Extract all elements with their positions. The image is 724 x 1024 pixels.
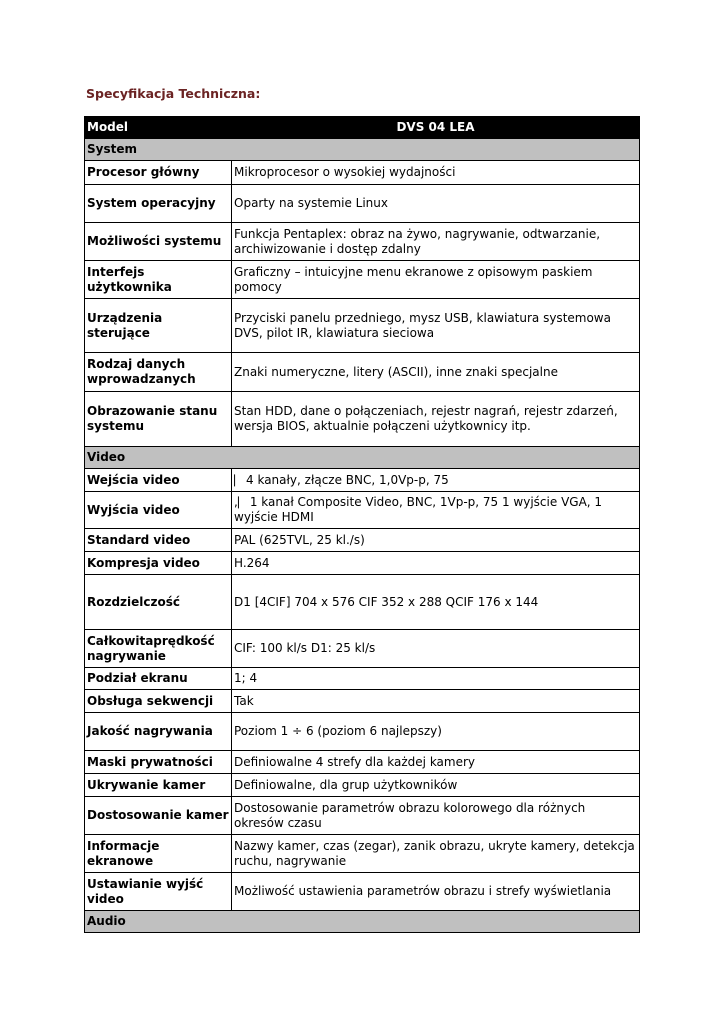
table-row [85, 797, 640, 835]
row-value: Tak [232, 690, 640, 713]
table-row [85, 713, 640, 751]
table-row [85, 161, 640, 185]
row-label: Jakość nagrywania [85, 713, 232, 751]
table-row [85, 873, 640, 911]
row-label: Maski prywatności [85, 751, 232, 774]
row-label: Obrazowanie stanu systemu [85, 392, 232, 447]
row-value: Graficzny – intuicyjne menu ekranowe z opisowym paskiem pomocy [232, 261, 640, 299]
row-value: Nazwy kamer, czas (zegar), zanik obrazu, ukryte kamery, detekcja ruchu, nagrywanie [232, 835, 640, 873]
row-label: System operacyjny [85, 185, 232, 223]
table-row [85, 835, 640, 873]
table-row [85, 353, 640, 392]
section-title: Video [85, 447, 640, 469]
row-value: Poziom 1 ÷ 6 (poziom 6 najlepszy) [232, 713, 640, 751]
row-label: Ustawianie wyjść video [85, 873, 232, 911]
row-value: Mikroprocesor o wysokiej wydajności [232, 161, 640, 185]
row-label: Dostosowanie kamer [85, 797, 232, 835]
row-value: ⎸4 kanały, złącze BNC, 1,0Vp-p, 75 [232, 469, 640, 492]
table-row [85, 774, 640, 797]
row-value: Przyciski panelu przedniego, mysz USB, klawiatura systemowa DVS, pilot IR, klawiatura sieciowa [232, 299, 640, 353]
row-value: Możliwość ustawienia parametrów obrazu i strefy wyświetlania [232, 873, 640, 911]
table-row [85, 299, 640, 353]
section-row-system [85, 139, 640, 161]
row-value: Dostosowanie parametrów obrazu kolorowego dla różnych okresów czasu [232, 797, 640, 835]
row-value: Definiowalne, dla grup użytkowników [232, 774, 640, 797]
row-label: Kompresja video [85, 552, 232, 575]
table-row [85, 575, 640, 630]
row-label: Procesor główny [85, 161, 232, 185]
row-label: Urządzenia sterujące [85, 299, 232, 353]
table-row [85, 690, 640, 713]
row-value: D1 [4CIF] 704 x 576 CIF 352 x 288 QCIF 176 x 144 [232, 575, 640, 630]
row-value: H.264 [232, 552, 640, 575]
header-model-label: Model [85, 117, 232, 139]
table-row [85, 261, 640, 299]
header-model-name: DVS 04 LEA [232, 117, 640, 139]
row-label: Podział ekranu [85, 668, 232, 690]
table-row [85, 223, 640, 261]
table-row [85, 552, 640, 575]
table-header-row [85, 117, 640, 139]
page-title: Specyfikacja Techniczna: [86, 86, 261, 101]
table-row [85, 630, 640, 668]
table-row [85, 185, 640, 223]
row-value: Oparty na systemie Linux [232, 185, 640, 223]
table-row [85, 469, 640, 492]
section-title: System [85, 139, 640, 161]
row-label: Rozdzielczość [85, 575, 232, 630]
section-row-video [85, 447, 640, 469]
row-label: Informacje ekranowe [85, 835, 232, 873]
row-label: Całkowitaprędkość nagrywanie [85, 630, 232, 668]
section-title: Audio [85, 911, 640, 933]
row-value: 1; 4 [232, 668, 640, 690]
row-label: Wejścia video [85, 469, 232, 492]
table-row [85, 751, 640, 774]
table-row [85, 668, 640, 690]
spec-table [84, 116, 640, 933]
row-value: Znaki numeryczne, litery (ASCII), inne znaki specjalne [232, 353, 640, 392]
row-label: Rodzaj danych wprowadzanych [85, 353, 232, 392]
table-row [85, 529, 640, 552]
row-value: PAL (625TVL, 25 kl./s) [232, 529, 640, 552]
row-label: Obsługa sekwencji [85, 690, 232, 713]
row-value: Definiowalne 4 strefy dla każdej kamery [232, 751, 640, 774]
row-value: Stan HDD, dane o połączeniach, rejestr nagrań, rejestr zdarzeń, wersja BIOS, aktualnie połączeni użytkownicy itp. [232, 392, 640, 447]
row-label: Interfejs użytkownika [85, 261, 232, 299]
row-value: CIF: 100 kl/s D1: 25 kl/s [232, 630, 640, 668]
row-label: Wyjścia video [85, 492, 232, 529]
row-label: Możliwości systemu [85, 223, 232, 261]
row-label: Ukrywanie kamer [85, 774, 232, 797]
row-value: ,⎸1 kanał Composite Video, BNC, 1Vp-p, 75 1 wyjście VGA, 1 wyjście HDMI [232, 492, 640, 529]
table-row [85, 492, 640, 529]
section-row-audio [85, 911, 640, 933]
table-row [85, 392, 640, 447]
row-value: Funkcja Pentaplex: obraz na żywo, nagrywanie, odtwarzanie, archiwizowanie i dostęp zdalny [232, 223, 640, 261]
row-label: Standard video [85, 529, 232, 552]
